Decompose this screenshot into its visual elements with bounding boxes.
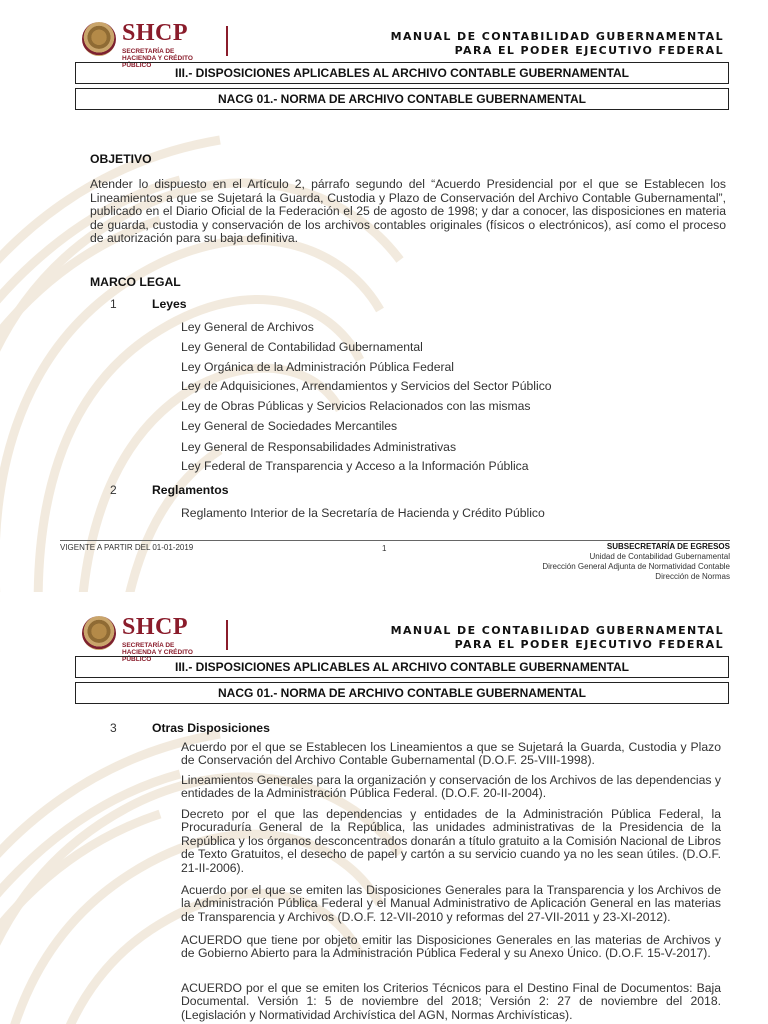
footer-page-number: 1: [382, 544, 387, 553]
law-item: Ley General de Sociedades Mercantiles: [181, 419, 398, 433]
disposition-item: ACUERDO que tiene por objeto emitir las Disposiciones Generales en las materias de Archivos y de Gobierno Abierto para la Administración Pública Federal y su Anexo Único. (D.O.F. 15-V-2017).: [181, 933, 721, 961]
norm-title-box: NACG 01.- NORMA DE ARCHIVO CONTABLE GUBERNAMENTAL: [75, 88, 729, 110]
law-item: Ley Orgánica de la Administración Pública Federal: [181, 360, 455, 374]
shcp-logo: [82, 614, 222, 663]
footer-office-line4: Dirección de Normas: [655, 572, 730, 581]
shcp-logo: [82, 20, 222, 69]
objetivo-text: Atender lo dispuesto en el Artículo 2, párrafo segundo del “Acuerdo Presidencial por el que se Establecen los Lineamientos a que se Sujetará la Guarda, Custodia y Plazo de Conservación del Archivo Contable Gubernamental”, publicado en el Diario Oficial de la Federación el 25 de agosto de 1998; y dar a conocer, las disposiciones en materia de guarda, custodia y conservación de los archivos contables originales (físicos o electrónicos), así como el proceso de autorización para su baja definitiva.: [90, 177, 726, 245]
section-title-box: III.- DISPOSICIONES APLICABLES AL ARCHIVO CONTABLE GUBERNAMENTAL: [75, 62, 729, 84]
reglamentos-number: 2: [110, 483, 117, 497]
footer-office-line1: SUBSECRETARÍA DE EGRESOS: [606, 542, 730, 551]
footer-vigente: VIGENTE A PARTIR DEL 01-01-2019: [60, 543, 194, 552]
disposition-item: ACUERDO por el que se emiten los Criterios Técnicos para el Destino Final de Documentos: Baja Documental. Versión 1: 5 de noviembre del 2018; Versión 2: 27 de noviembre del 2018. (Legislación y Normatividad Archivística del AGN, Normas Archivísticas).: [181, 981, 721, 1022]
logo-divider: [226, 26, 228, 56]
manual-title-line2: PARA EL PODER EJECUTIVO FEDERAL: [454, 638, 724, 651]
marco-legal-heading: MARCO LEGAL: [90, 275, 181, 289]
section-title-box: III.- DISPOSICIONES APLICABLES AL ARCHIVO CONTABLE GUBERNAMENTAL: [75, 656, 729, 678]
document-page-2: [0, 594, 768, 1024]
law-item: Ley General de Contabilidad Gubernamental: [181, 340, 423, 354]
leyes-title: Leyes: [152, 297, 187, 311]
leyes-number: 1: [110, 297, 117, 311]
law-item: Ley de Obras Públicas y Servicios Relacionados con las mismas: [181, 399, 531, 413]
disposition-item: Lineamientos Generales para la organización y conservación de los Archivos de las dependencias y entidades de la Administración Pública Federal. (D.O.F. 20-II-2004).: [181, 773, 721, 801]
logo-text: SHCP: [122, 20, 189, 46]
logo-divider: [226, 620, 228, 650]
objetivo-heading: OBJETIVO: [90, 152, 152, 166]
manual-title-line1: MANUAL DE CONTABILIDAD GUBERNAMENTAL: [390, 30, 724, 43]
logo-subtitle: SECRETARÍA DE HACIENDA Y CRÉDITO PÚBLICO: [122, 48, 193, 69]
footer-divider: [60, 540, 730, 541]
page-header: [0, 0, 768, 69]
otras-number: 3: [110, 721, 117, 735]
manual-title: [391, 624, 724, 652]
disposition-item: Acuerdo por el que se Establecen los Lineamientos a que se Sujetará la Guarda, Custodia y Plazo de Conservación del Archivo Contable Gubernamental (D.O.F. 25-VIII-1998).: [181, 740, 721, 768]
disposition-item: Acuerdo por el que se emiten las Disposiciones Generales para la Transparencia y los Archivos de la Administración Pública Federal y el Manual Administrativo de Aplicación General en las materias de Transparencia y Archivos (D.O.F. 12-VII-2010 y reformas del 27-VII-2011 y 23-XI-2012).: [181, 883, 721, 924]
footer-office-line3: Dirección General Adjunta de Normatividad Contable: [542, 562, 730, 571]
reglamento-item: Reglamento Interior de la Secretaría de Hacienda y Crédito Público: [181, 506, 545, 520]
manual-title-line2: PARA EL PODER EJECUTIVO FEDERAL: [454, 44, 724, 57]
manual-title-line1: MANUAL DE CONTABILIDAD GUBERNAMENTAL: [390, 624, 724, 637]
manual-title: [391, 30, 724, 58]
law-item: Ley de Adquisiciones, Arrendamientos y Servicios del Sector Público: [181, 379, 552, 393]
norm-title-box: NACG 01.- NORMA DE ARCHIVO CONTABLE GUBERNAMENTAL: [75, 682, 729, 704]
reglamentos-title: Reglamentos: [152, 483, 229, 497]
law-item: Ley General de Archivos: [181, 320, 314, 334]
footer-office: [542, 542, 730, 582]
footer-office-line2: Unidad de Contabilidad Gubernamental: [589, 552, 730, 561]
national-seal-icon: [82, 22, 116, 56]
logo-subtitle: SECRETARÍA DE HACIENDA Y CRÉDITO PÚBLICO: [122, 642, 193, 663]
national-seal-icon: [82, 616, 116, 650]
law-item: Ley General de Responsabilidades Administrativas: [181, 440, 457, 454]
otras-title: Otras Disposiciones: [152, 721, 270, 735]
logo-text: SHCP: [122, 614, 189, 640]
page-header: [0, 594, 768, 663]
disposition-item: Decreto por el que las dependencias y entidades de la Administración Pública Federal, la Procuraduría General de la República, las unidades administrativas de la Presidencia de la República y los órganos desconcentrados donarán a título gratuito a la Comisión Nacional de Libros de Texto Gratuitos, el desecho de papel y cartón a su servicio cuando ya no les sean útiles. (D.O.F. 21-II-2006).: [181, 807, 721, 875]
law-item: Ley Federal de Transparencia y Acceso a la Información Pública: [181, 459, 529, 473]
